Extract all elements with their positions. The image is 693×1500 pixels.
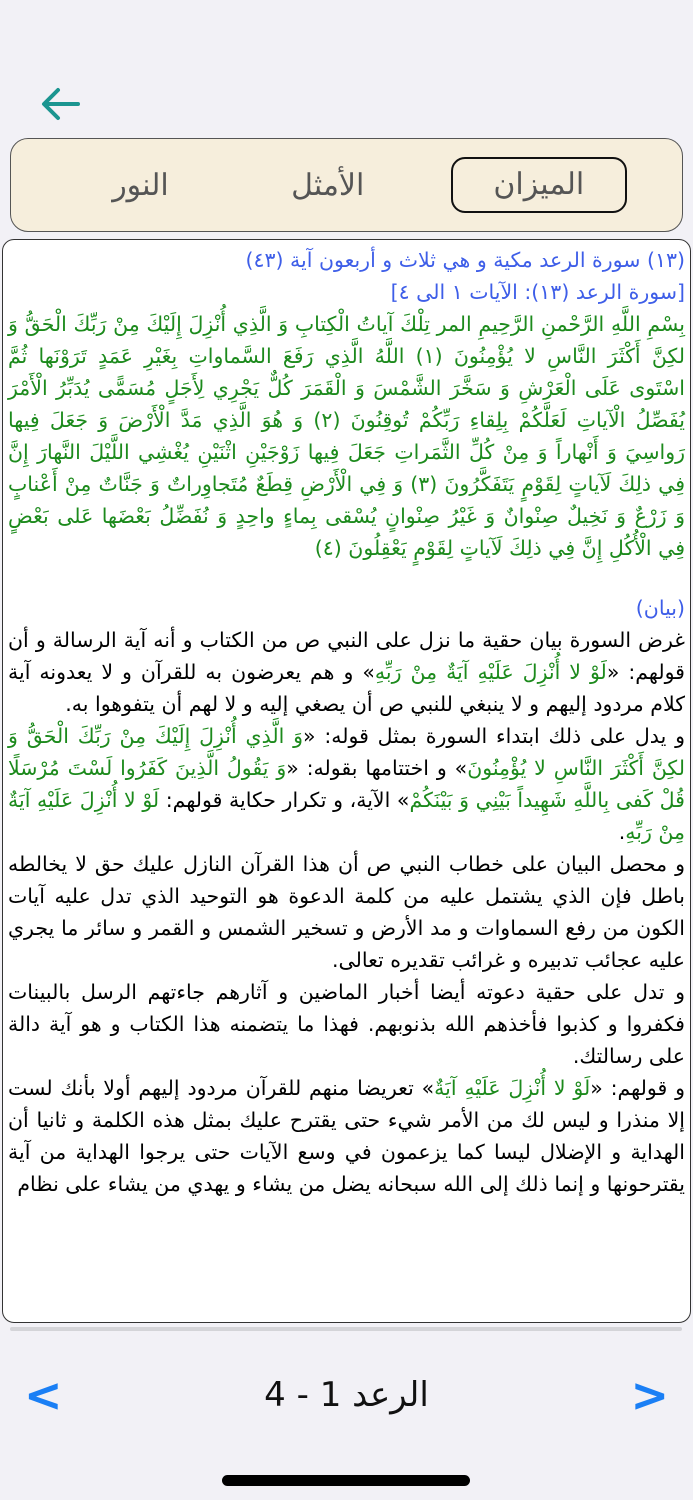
paragraph-3: و محصل البيان على خطاب النبي ص أن هذا القرآن النازل عليك حق لا يخالطه باطل فإن الذي يشتمل عليه من كلمة الدعوة هو التوحيد الذي تدل عليه آيات الكون من رفع السماوات و مد الأرض و تسخير الشمس و القمر و سائر ما يجري عليه عجائب تدبيره و غرائب تقديره تعالى. <box>8 852 685 972</box>
segment-alnoor[interactable]: النور <box>112 167 169 203</box>
quran-quote: لَوْ لا أُنْزِلَ عَلَيْهِ آيَةٌ مِنْ رَبِّهِ <box>8 788 685 844</box>
segment-almizan[interactable]: الميزان <box>451 157 627 213</box>
back-button[interactable] <box>38 84 82 124</box>
paragraph-1: غرض السورة بيان حقية ما نزل على النبي ص من الكتاب و أنه آية الرسالة و أن قولهم: «لَوْ لا أُنْزِلَ عَلَيْهِ آيَةٌ مِنْ رَبِّهِ» و هم يعرضون به للقرآن و لا يعدونه آية كلام مردود إليهم و لا ينبغي للنبي ص أن يصغي إليه و لا لهم أن يتفوهوا به. <box>8 628 685 716</box>
paragraph-5: و قولهم: «لَوْ لا أُنْزِلَ عَلَيْهِ آيَةٌ» تعريضا منهم للقرآن مردود إليهم أولا بأنك لست إلا منذرا و ليس لك من الأمر شيء حتى يقترح عليك بمثل هذه الكلمة و ثانيا أن الهداية و الإضلال ليسا كما يزعمون في وسع الآيات حتى يرجوا الهداية من آية يقترحونها و إنما ذلك إلى الله سبحانه يضل من يشاء و يهدي من يشاء على نظام <box>8 1076 685 1196</box>
arrow-left-icon <box>38 84 82 124</box>
quran-quote: وَ الَّذِي أُنْزِلَ إِلَيْكَ مِنْ رَبِّكَ الْحَقُّ وَ لكِنَّ أَكْثَرَ النَّاسِ لا يُؤْمِنُونَ <box>8 724 685 780</box>
quran-quote: وَ يَقُولُ الَّذِينَ كَفَرُوا لَسْتَ مُرْسَلًا قُلْ كَفى بِاللَّهِ شَهِيداً بَيْنِي وَ بَيْنَكُمْ <box>8 756 685 812</box>
quran-quote: لَوْ لا أُنْزِلَ عَلَيْهِ آيَةٌ <box>434 1076 591 1100</box>
previous-page-button[interactable]: < <box>24 1368 63 1422</box>
home-indicator[interactable] <box>222 1475 470 1486</box>
next-page-button[interactable]: > <box>630 1368 669 1422</box>
source-segmented-control <box>10 138 683 232</box>
segment-alamthal[interactable]: الأمثل <box>291 167 365 203</box>
surah-title: (١٣) سورة الرعد مكية و هي ثلاث و أربعون آية (٤٣) <box>245 248 685 272</box>
paragraph-2: و يدل على ذلك ابتداء السورة بمثل قوله: «وَ الَّذِي أُنْزِلَ إِلَيْكَ مِنْ رَبِّكَ الْحَقُّ وَ لكِنَّ أَكْثَرَ النَّاسِ لا يُؤْمِنُونَ» و اختتامها بقوله: «وَ يَقُولُ الَّذِينَ كَفَرُوا لَسْتَ مُرْسَلًا قُلْ كَفى بِاللَّهِ شَهِيداً بَيْنِي وَ بَيْنَكُمْ» الآية، و تكرار حكاية قولهم: لَوْ لا أُنْزِلَ عَلَيْهِ آيَةٌ مِنْ رَبِّهِ. <box>8 724 685 844</box>
quran-quote: لَوْ لا أُنْزِلَ عَلَيْهِ آيَةٌ مِنْ رَبِّهِ <box>374 660 607 684</box>
bayan-label: (بيان) <box>635 596 685 620</box>
paragraph-4: و تدل على حقية دعوته أيضا أخبار الماضين و آثارهم جاءتهم الرسل بالبينات فكفروا و كذبوا فأخذهم الله بذنوبهم. فهذا ما يتضمنه هذا الكتاب و هو آية دالة على رسالتك. <box>8 980 685 1068</box>
quran-verses: بِسْمِ اللَّهِ الرَّحْمنِ الرَّحِيمِ المر تِلْكَ آياتُ الْكِتابِ وَ الَّذِي أُنْزِلَ إِلَيْكَ مِنْ رَبِّكَ الْحَقُّ وَ لكِنَّ أَكْثَرَ النَّاسِ لا يُؤْمِنُونَ (١) اللَّهُ الَّذِي رَفَعَ السَّماواتِ بِغَيْرِ عَمَدٍ تَرَوْنَها ثُمَّ اسْتَوى عَلَى الْعَرْشِ وَ سَخَّرَ الشَّمْسَ وَ الْقَمَرَ كُلٌّ يَجْرِي لِأَجَلٍ مُسَمًّى يُدَبِّرُ الْأَمْرَ يُفَصِّلُ الْآياتِ لَعَلَّكُمْ بِلِقاءِ رَبِّكُمْ تُوقِنُونَ (٢) وَ هُوَ الَّذِي مَدَّ الْأَرْضَ وَ جَعَلَ فِيها رَواسِيَ وَ أَنْهاراً وَ مِنْ كُلِّ الثَّمَراتِ جَعَلَ فِيها زَوْجَيْنِ اثْنَيْنِ يُغْشِي اللَّيْلَ النَّهارَ إِنَّ فِي ذلِكَ لَآياتٍ لِقَوْمٍ يَتَفَكَّرُونَ (٣) وَ فِي الْأَرْضِ قِطَعٌ مُتَجاوِراتٌ وَ جَنَّاتٌ مِنْ أَعْنابٍ وَ زَرْعٌ وَ نَخِيلٌ صِنْوانٌ وَ غَيْرُ صِنْوانٍ يُسْقى بِماءٍ واحِدٍ وَ نُفَضِّلُ بَعْضَها عَلى بَعْضٍ فِي الْأُكُلِ إِنَّ فِي ذلِكَ لَآياتٍ لِقَوْمٍ يَعْقِلُونَ (٤) <box>8 312 686 560</box>
horizontal-scrollbar[interactable] <box>10 1327 682 1331</box>
verse-range-title: [سورة الرعد (١٣): الآيات ١ الى ٤] <box>390 280 685 304</box>
page-navigation <box>0 1365 693 1425</box>
page-title: الرعد 1 - 4 <box>264 1375 429 1415</box>
tafsir-content[interactable] <box>2 239 691 1323</box>
